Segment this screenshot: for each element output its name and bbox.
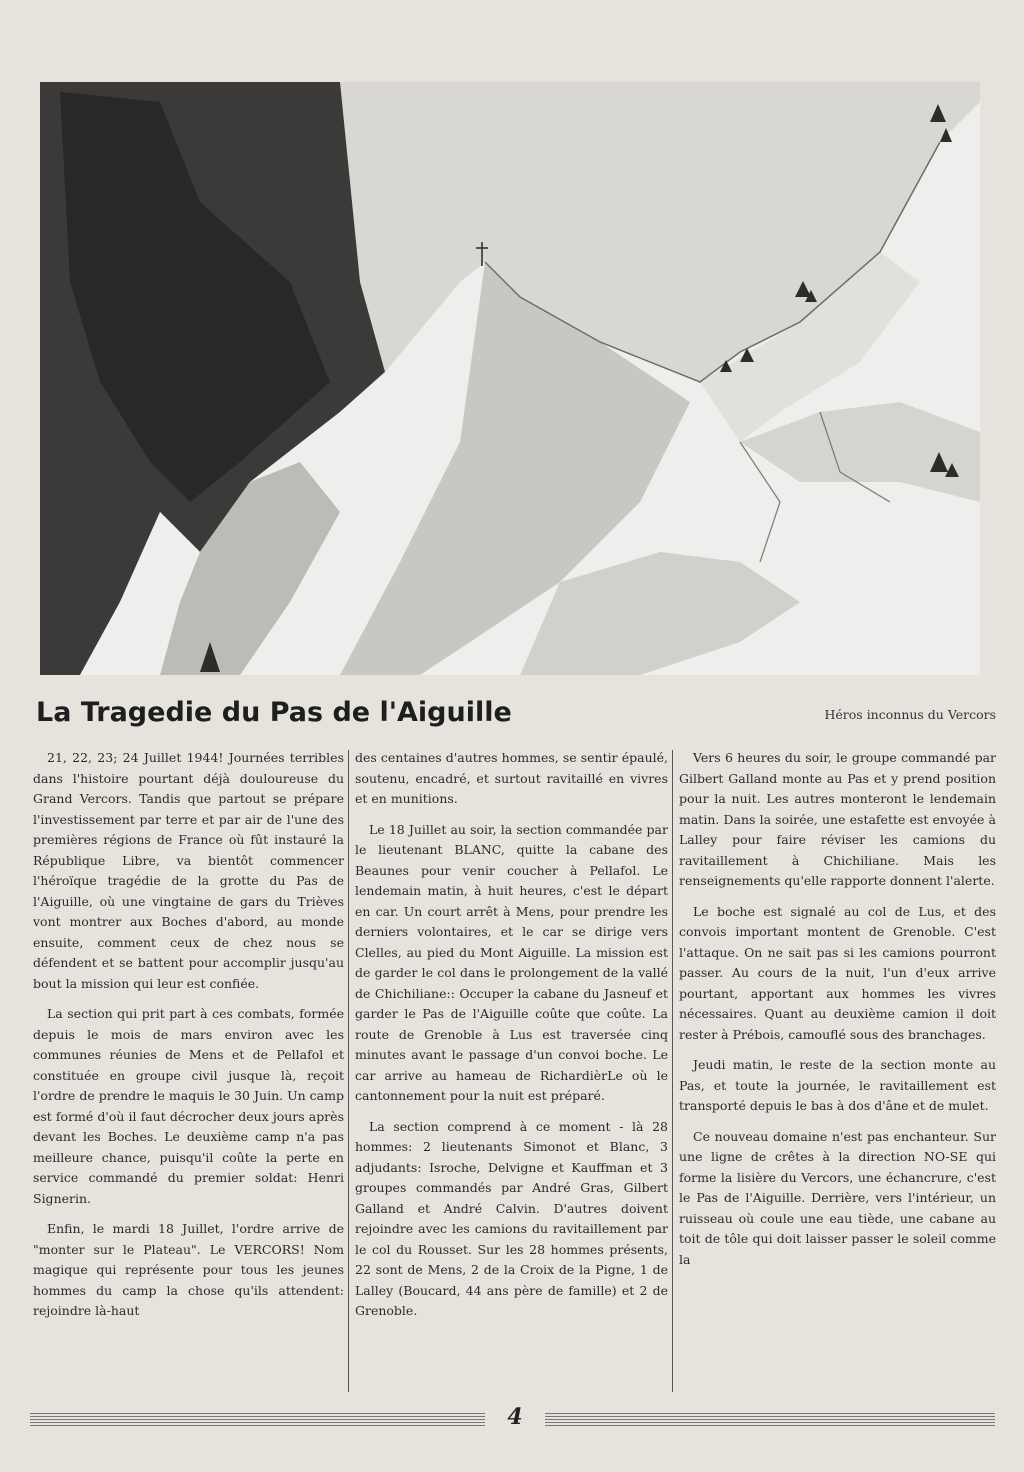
article-title: La Tragedie du Pas de l'Aiguille (36, 697, 512, 728)
footer-rule-left (30, 1413, 485, 1426)
paragraph: Enfin, le mardi 18 Juillet, l'ordre arrive de "monter sur le Plateau". Le VERCORS! Nom magique qui représente pour tous les jeunes hommes du camp la chose qu'ils attendent: rejoindre là-haut (33, 1221, 344, 1318)
paragraph: Ce nouveau domaine n'est pas enchanteur. Sur une ligne de crêtes à la direction NO-SE qui forme la lisière du Vercors, une échancrure, c'est le Pas de l'Aiguille. Derrière, vers l'intérieur, un ruisseau où coule une eau tiède, une cabane au toit de tôle qui doit laisser passer le soleil comme la (679, 1128, 996, 1267)
column-divider (348, 750, 349, 1392)
paragraph: Le boche est signalé au col de Lus, et des convois important montent de Grenoble. C'est l'attaque. On ne sait pas si les camions pourront passer. Au cours de la nuit, l'un d'eux arrive pourtant, apportant aux hommes les vivres nécessaires. Quant au deuxième camion il doit rester à Prébois, camouflé sous des branchages. (679, 903, 996, 1042)
paragraph: des centaines d'autres hommes, se sentir épaulé, soutenu, encadré, et surtout ravitaillé en vivres et en munitions. (355, 750, 668, 806)
footer-rule-right (545, 1413, 995, 1426)
page-number: 4 (507, 1404, 523, 1430)
text-column-2 (355, 748, 668, 1398)
column-divider (672, 750, 673, 1392)
mountain-drawing (40, 82, 980, 675)
text-column-3 (679, 748, 996, 1398)
mountain-illustration (40, 82, 980, 675)
paragraph: La section qui prit part à ces combats, formée depuis le mois de mars environ avec les communes réunies de Mens et de Pellafol et constituée en groupe civil jusque là, reçoit l'ordre de prendre le maquis le 30 Juin. Un camp est formé d'où il faut décrocher deux jours après devant les Boches. Le deuxième camp n'a pas meilleure chance, puisqu'il coûte la perte en service commandé du premier soldat: Henri Signerin. (33, 1006, 344, 1206)
paragraph: Jeudi matin, le reste de la section monte au Pas, et toute la journée, le ravitaillement est transporté depuis le bas à dos d'âne et de mulet. (679, 1057, 996, 1113)
paragraph: Vers 6 heures du soir, le groupe commandé par Gilbert Galland monte au Pas et y prend position pour la nuit. Les autres monteront le lendemain matin. Dans la soirée, une estafette est envoyée à Lalley pour faire réviser les camions du ravitaillement à Chichiliane. Mais les renseignements qu'elle rapporte donnent l'alerte. (679, 750, 996, 888)
paragraph: La section comprend à ce moment - là 28 hommes: 2 lieutenants Simonot et Blanc, 3 adjudants: Isroche, Delvigne et Kauffman et 3 groupes commandés par André Gras, Gilbert Galland et André Calvin. D'autres doivent rejoindre avec les camions du ravitaillement par le col du Rousset. Sur les 28 hommes présents, 22 sont de Mens, 2 de la Croix de la Pigne, 1 de Lalley (Boucard, 44 ans père de famille) et 2 de Grenoble. (355, 1118, 668, 1318)
series-label: Héros inconnus du Vercors (824, 707, 996, 722)
paragraph: 21, 22, 23; 24 Juillet 1944! Journées terribles dans l'histoire pourtant déjà douloureuse du Grand Vercors. Tandis que partout se prépare l'investissement par terre et par air de l'une des premières régions de France où fût instauré la République Libre, va bientôt commencer l'héroïque tragédie de la grotte du Pas de l'Aiguille, où une vingtaine de gars du Trièves vont montrer aux Boches d'abord, au monde ensuite, comment ceux de chez nous se défendent et se battent pour accomplir jusqu'au bout la mission qui leur est confiée. (33, 750, 344, 991)
paragraph: Le 18 Juillet au soir, la section commandée par le lieutenant BLANC, quitte la cabane des Beaunes pour venir coucher à Pellafol. Le lendemain matin, à huit heures, c'est le départ en car. Un court arrêt à Mens, pour prendre les derniers volontaires, et le car se dirige vers Clelles, au pied du Mont Aiguille. La mission est de garder le col dans le prolongement de la vallé de Chichiliane:: Occuper la cabane du Jasneuf et garder le Pas de l'Aiguille coûte que coûte. La route de Grenoble à Lus est traversée cinq minutes avant le passage d'un convoi boche. Le car arrive au hameau de RichardièrLe où le cantonnement pour la nuit est préparé. (355, 821, 668, 1103)
text-column-1 (33, 748, 344, 1398)
